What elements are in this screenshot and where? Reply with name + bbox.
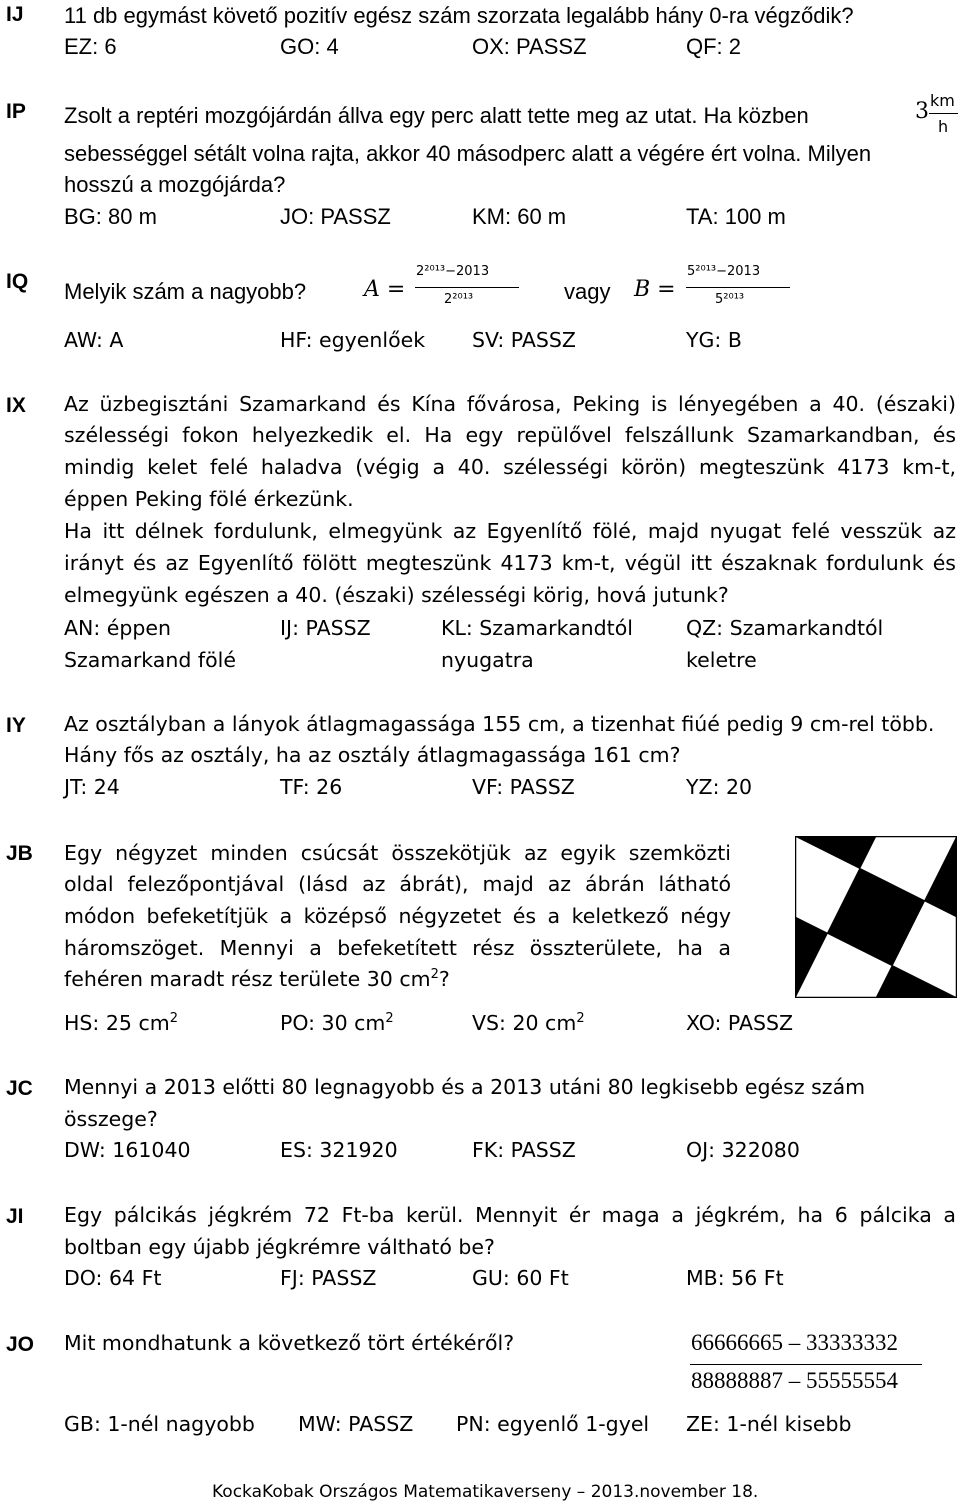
question-code-jb: JB xyxy=(6,842,33,865)
question-code-ip: IP xyxy=(6,100,26,123)
square-figure xyxy=(795,836,957,998)
fraction-denominator: 88888887 – 55555554 xyxy=(691,1368,898,1393)
answer-jo[interactable]: JO: PASSZ xyxy=(280,204,391,229)
question-text-ix-line6: irányt és az Egyenlítő fölött megteszünk 4173 km-t, végül itt északnak fordulunk és xyxy=(64,551,956,575)
question-text-jc-line2: összege? xyxy=(64,1107,158,1131)
question-text-jb-line1: Egy négyzet minden csúcsát összekötjük az egyik szemközti xyxy=(64,841,731,865)
answer-gu[interactable]: GU: 60 Ft xyxy=(472,1266,569,1290)
answer-qz-cont: keletre xyxy=(686,648,757,672)
question-code-iy: IY xyxy=(6,714,26,737)
speed-unit-bottom: h xyxy=(938,117,949,136)
answer-pn[interactable]: PN: egyenlő 1-gyel xyxy=(456,1412,650,1436)
formula-b-lhs: B = xyxy=(634,277,676,302)
formula-a-line xyxy=(415,287,519,288)
answer-yz[interactable]: YZ: 20 xyxy=(686,775,753,799)
answer-dw[interactable]: DW: 161040 xyxy=(64,1138,191,1162)
answer-an-cont: Szamarkand fölé xyxy=(64,648,236,672)
answer-bg[interactable]: BG: 80 m xyxy=(64,204,157,229)
question-text-ix-line2: szélességi fokon helyezkedik el. Ha egy repülővel felszállunk Szamarkandban, és xyxy=(64,423,956,447)
answer-qf[interactable]: QF: 2 xyxy=(686,34,742,59)
question-text-ix-line4: éppen Peking fölé érkezünk. xyxy=(64,487,354,511)
formula-a-lhs: A = xyxy=(364,277,406,302)
answer-yg[interactable]: YG: B xyxy=(686,328,742,352)
question-text-jo: Mit mondhatunk a következő tört értékéről? xyxy=(64,1331,515,1355)
question-text-ip-line1: Zsolt a reptéri mozgójárdán állva egy perc alatt tette meg az utat. Ha közben xyxy=(64,103,809,128)
page-footer: KockaKobak Országos Matematikaverseny – 2013.november 18. xyxy=(212,1482,759,1502)
answer-an[interactable]: AN: éppen xyxy=(64,616,172,640)
answer-vs[interactable]: VS: 20 $cm^2$ xyxy=(472,1011,585,1035)
answer-ij[interactable]: IJ: PASSZ xyxy=(280,616,371,640)
answer-ez[interactable]: EZ: 6 xyxy=(64,34,117,59)
question-text-ix-line7: elmegyünk egészen a 40. (északi) szélességi körig, hová jutunk? xyxy=(64,583,729,607)
answer-vf[interactable]: VF: PASSZ xyxy=(472,775,575,799)
question-text-ix-line3: mindig kelet felé haladva (végig a 40. szélességi körön) megteszünk 4173 km-t, xyxy=(64,455,956,479)
question-text-ix-line1: Az üzbegisztáni Szamarkand és Kína fővárosa, Peking is lényegében a 40. (északi) xyxy=(64,392,956,416)
fraction-line xyxy=(690,1364,922,1365)
question-text-jc-line1: Mennyi a 2013 előtti 80 legnagyobb és a 2013 utáni 80 legkisebb egész szám xyxy=(64,1075,866,1099)
answer-ox[interactable]: OX: PASSZ xyxy=(472,34,587,59)
answer-km[interactable]: KM: 60 m xyxy=(472,204,567,229)
question-text-ip-line2: sebességgel sétált volna rajta, akkor 40 másodperc alatt a végére ért volna. Milyen xyxy=(64,141,872,166)
question-text-jb-line2: oldal felezőpontjával (lásd az ábrát), majd az ábrán látható xyxy=(64,872,731,896)
answer-hs[interactable]: HS: 25 $cm^2$ xyxy=(64,1011,178,1035)
answer-do[interactable]: DO: 64 Ft xyxy=(64,1266,162,1290)
answer-aw[interactable]: AW: A xyxy=(64,328,124,352)
answer-gb[interactable]: GB: 1-nél nagyobb xyxy=(64,1412,255,1436)
question-code-jo: JO xyxy=(6,1333,35,1356)
question-text-ix-line5: Ha itt délnek fordulunk, elmegyünk az Egyenlítő fölé, majd nyugat felé vesszük az xyxy=(64,519,956,543)
question-code-ix: IX xyxy=(6,394,26,417)
answer-jt[interactable]: JT: 24 xyxy=(64,775,120,799)
question-text-ji-line1: Egy pálcikás jégkrém 72 Ft-ba kerül. Mennyit ér maga a jégkrém, ha 6 pálcika a xyxy=(64,1203,956,1227)
question-text-jb-line4: háromszöget. Mennyi a befeketített rész összterülete, ha a xyxy=(64,936,731,960)
answer-xo[interactable]: XO: PASSZ xyxy=(686,1011,794,1035)
speed-fraction-line xyxy=(929,113,958,114)
fraction-numerator: 66666665 – 33333332 xyxy=(691,1330,898,1355)
speed-value: 3 xyxy=(915,99,929,124)
question-code-ji: JI xyxy=(6,1205,24,1228)
formula-b-numerator: 5²⁰¹³−2013 xyxy=(687,264,761,279)
answer-mb[interactable]: MB: 56 Ft xyxy=(686,1266,784,1290)
question-text-ip-line3: hosszú a mozgójárda? xyxy=(64,172,286,197)
answer-fj[interactable]: FJ: PASSZ xyxy=(280,1266,377,1290)
answer-es[interactable]: ES: 321920 xyxy=(280,1138,398,1162)
formula-a-denominator: 2²⁰¹³ xyxy=(444,292,474,307)
question-code-iq: IQ xyxy=(6,270,29,293)
answer-kl-cont: nyugatra xyxy=(441,648,534,672)
question-text-ji-line2: boltban egy újabb jégkrémre váltható be? xyxy=(64,1235,495,1259)
question-text-iq: Melyik szám a nagyobb? xyxy=(64,279,307,304)
answer-ta[interactable]: TA: 100 m xyxy=(686,204,786,229)
answer-ze[interactable]: ZE: 1-nél kisebb xyxy=(686,1412,852,1436)
answer-hf[interactable]: HF: egyenlőek xyxy=(280,328,426,352)
answer-kl[interactable]: KL: Szamarkandtól xyxy=(441,616,633,640)
formula-b-denominator: 5²⁰¹³ xyxy=(715,292,745,307)
answer-fk[interactable]: FK: PASSZ xyxy=(472,1138,576,1162)
speed-unit-top: km xyxy=(930,91,955,110)
question-code-jc: JC xyxy=(6,1077,33,1100)
answer-oj[interactable]: OJ: 322080 xyxy=(686,1138,800,1162)
answer-go[interactable]: GO: 4 xyxy=(280,34,339,59)
answer-sv[interactable]: SV: PASSZ xyxy=(472,328,576,352)
question-text-vagy: vagy xyxy=(564,279,611,304)
answer-tf[interactable]: TF: 26 xyxy=(280,775,343,799)
question-code-ij: IJ xyxy=(6,3,24,26)
question-text-jb-line3: módon befeketítjük a középső négyzetet és a keletkező négy xyxy=(64,904,731,928)
question-text-ij: 11 db egymást követő pozitív egész szám szorzata legalább hány 0-ra végződik? xyxy=(64,3,854,28)
question-text-jb-line5: fehéren maradt rész területe 30 $cm^2$? xyxy=(64,967,450,991)
answer-po[interactable]: PO: 30 $cm^2$ xyxy=(280,1011,394,1035)
answer-mw[interactable]: MW: PASSZ xyxy=(298,1412,414,1436)
question-text-iy-line2: Hány fős az osztály, ha az osztály átlagmagassága 161 cm? xyxy=(64,743,681,767)
formula-a-numerator: 2²⁰¹³−2013 xyxy=(416,264,490,279)
formula-b-line xyxy=(686,287,790,288)
question-text-iy-line1: Az osztályban a lányok átlagmagassága 155 cm, a tizenhat fiúé pedig 9 cm-rel több. xyxy=(64,712,935,736)
answer-qz[interactable]: QZ: Szamarkandtól xyxy=(686,616,884,640)
